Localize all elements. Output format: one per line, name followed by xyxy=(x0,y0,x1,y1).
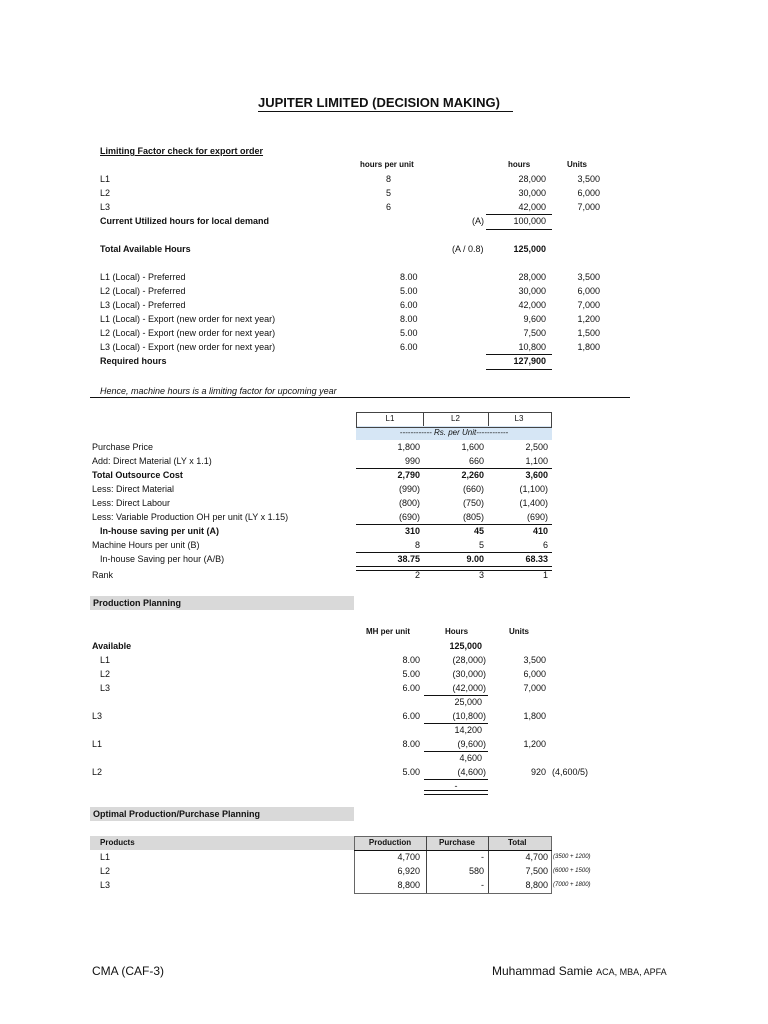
divider xyxy=(356,552,552,553)
col-hours-per-unit: hours per unit xyxy=(360,160,414,169)
balance-hours: 4,600 xyxy=(459,753,482,763)
row-label: Add: Direct Material (LY x 1.1) xyxy=(92,456,212,466)
page-title: JUPITER LIMITED (DECISION MAKING) xyxy=(258,95,513,112)
divider xyxy=(486,229,552,230)
value-l3: 68.33 xyxy=(525,554,548,564)
required-hours-label: Required hours xyxy=(100,356,167,366)
divider xyxy=(356,524,552,525)
row-mh: 5.00 xyxy=(402,767,420,777)
conclusion-note: Hence, machine hours is a limiting factor for upcoming year xyxy=(100,386,337,396)
row-hpu: 8.00 xyxy=(400,314,418,324)
purchase-value: 580 xyxy=(468,866,484,876)
value-l1: 990 xyxy=(404,456,420,466)
row-hours: 10,800 xyxy=(518,342,546,352)
balance-hours: 25,000 xyxy=(454,697,482,707)
col-units: Units xyxy=(509,627,529,636)
row-hours: (30,000) xyxy=(452,669,486,679)
value-l1: 2,790 xyxy=(397,470,420,480)
row-hours: 28,000 xyxy=(518,272,546,282)
header-total: Total xyxy=(508,838,527,847)
row-hours: (4,600) xyxy=(457,767,486,777)
row-label: L1 xyxy=(100,655,111,665)
value-l1: 2 xyxy=(414,570,420,580)
row-label: In-house Saving per hour (A/B) xyxy=(100,554,225,564)
value-l2: 660 xyxy=(468,456,484,466)
header-purchase: Purchase xyxy=(438,838,476,847)
row-hours: (42,000) xyxy=(452,683,486,693)
row-units: 1,200 xyxy=(523,739,546,749)
value-l1: (800) xyxy=(398,498,420,508)
row-units: 6,000 xyxy=(577,188,600,198)
product-label: L3 xyxy=(100,880,111,890)
product-label: L2 xyxy=(100,866,111,876)
row-units: 1,800 xyxy=(577,342,600,352)
limiting-factor-heading: Limiting Factor check for export order xyxy=(100,146,264,156)
total-value: 4,700 xyxy=(525,852,548,862)
row-units: 920 xyxy=(530,767,546,777)
optimal-planning-heading: Optimal Production/Purchase Planning xyxy=(93,809,261,819)
row-mh: 8.00 xyxy=(402,655,420,665)
value-l3: 6 xyxy=(542,540,548,550)
row-units: 1,500 xyxy=(577,328,600,338)
balance-hours: - xyxy=(454,781,458,791)
row-hours: 42,000 xyxy=(518,202,546,212)
total-note: (7000 + 1800) xyxy=(553,882,591,888)
value-l1: 1,800 xyxy=(397,442,420,452)
header-l3: L3 xyxy=(514,414,524,423)
divider xyxy=(486,354,552,355)
production-planning-heading: Production Planning xyxy=(93,598,181,608)
row-hours: 28,000 xyxy=(518,174,546,184)
available-value: 125,000 xyxy=(513,244,546,254)
row-units: 1,800 xyxy=(523,711,546,721)
value-l2: 5 xyxy=(478,540,484,550)
header-l1: L1 xyxy=(385,414,395,423)
value-l1: 8 xyxy=(414,540,420,550)
row-label: L1 xyxy=(100,174,111,184)
value-l2: (805) xyxy=(462,512,484,522)
row-label: L3 xyxy=(100,202,111,212)
value-l3: 3,600 xyxy=(525,470,548,480)
current-utilized-label: Current Utilized hours for local demand xyxy=(100,216,270,226)
footer-author xyxy=(492,964,667,978)
divider xyxy=(486,214,552,215)
production-value: 8,800 xyxy=(397,880,420,890)
total-note: (3500 + 1200) xyxy=(553,854,591,860)
row-units: 3,500 xyxy=(577,174,600,184)
total-note: (6000 + 1500) xyxy=(553,868,591,874)
value-l2: 9.00 xyxy=(466,554,484,564)
value-l3: 2,500 xyxy=(525,442,548,452)
row-mh: 6.00 xyxy=(402,683,420,693)
row-units: 7,000 xyxy=(523,683,546,693)
row-units: 7,000 xyxy=(577,300,600,310)
row-label: Purchase Price xyxy=(92,442,154,452)
production-value: 4,700 xyxy=(397,852,420,862)
row-label: Machine Hours per unit (B) xyxy=(92,540,200,550)
rs-per-unit-label: ------------ Rs. per Unit------------ xyxy=(399,428,509,437)
value-l3: (690) xyxy=(526,512,548,522)
value-l2: (750) xyxy=(462,498,484,508)
available-tag: (A / 0.8) xyxy=(452,244,484,254)
value-l3: 1 xyxy=(542,570,548,580)
balance-hours: 14,200 xyxy=(454,725,482,735)
row-label: Less: Direct Material xyxy=(92,484,175,494)
row-label: L2 xyxy=(92,767,103,777)
header-products: Products xyxy=(100,838,135,847)
row-label: Less: Direct Labour xyxy=(92,498,171,508)
row-mh: 5.00 xyxy=(402,669,420,679)
value-l1: 38.75 xyxy=(397,554,420,564)
current-tag: (A) xyxy=(472,216,484,226)
row-hpu: 6.00 xyxy=(400,300,418,310)
divider xyxy=(486,369,552,370)
divider xyxy=(424,723,488,724)
row-label: L3 (Local) - Export (new order for next year) xyxy=(100,342,276,352)
author-qualifications: ACA, MBA, APFA xyxy=(596,967,667,977)
row-hpu: 6 xyxy=(386,202,392,212)
total-value: 7,500 xyxy=(525,866,548,876)
row-label: L1 (Local) - Preferred xyxy=(100,272,186,282)
row-hours: 30,000 xyxy=(518,286,546,296)
value-l2: 2,260 xyxy=(461,470,484,480)
row-hours: 30,000 xyxy=(518,188,546,198)
value-l1: (690) xyxy=(398,512,420,522)
row-label: L3 xyxy=(100,683,111,693)
row-hours: 42,000 xyxy=(518,300,546,310)
row-hpu: 5.00 xyxy=(400,286,418,296)
value-l2: 1,600 xyxy=(461,442,484,452)
row-hpu: 8.00 xyxy=(400,272,418,282)
row-units: 3,500 xyxy=(577,272,600,282)
units-note: (4,600/5) xyxy=(552,767,589,777)
row-units: 6,000 xyxy=(577,286,600,296)
row-hours: 9,600 xyxy=(523,314,546,324)
author-name: Muhammad Samie xyxy=(492,964,593,978)
row-units: 6,000 xyxy=(523,669,546,679)
row-units: 1,200 xyxy=(577,314,600,324)
value-l3: (1,400) xyxy=(519,498,548,508)
row-label: L3 xyxy=(92,711,103,721)
row-units: 7,000 xyxy=(577,202,600,212)
double-divider xyxy=(424,790,488,795)
available-label: Available xyxy=(92,641,132,651)
row-label: L1 xyxy=(92,739,103,749)
divider xyxy=(356,468,552,469)
row-hpu: 5 xyxy=(386,188,392,198)
value-l3: 410 xyxy=(532,526,548,536)
col-hours: Hours xyxy=(445,627,469,636)
row-hpu: 5.00 xyxy=(400,328,418,338)
divider xyxy=(354,850,552,851)
total-available-label: Total Available Hours xyxy=(100,244,191,254)
purchase-value: - xyxy=(481,880,484,890)
row-label: Less: Variable Production OH per unit (LY x 1.15) xyxy=(92,512,289,522)
row-label: L2 (Local) - Preferred xyxy=(100,286,186,296)
col-mh-per-unit: MH per unit xyxy=(366,627,410,636)
required-hours-value: 127,900 xyxy=(513,356,546,366)
row-hours: (9,600) xyxy=(457,739,486,749)
row-units: 3,500 xyxy=(523,655,546,665)
row-hours: 7,500 xyxy=(523,328,546,338)
col-units: Units xyxy=(567,160,587,169)
row-label: Total Outsource Cost xyxy=(92,470,183,480)
row-hours: (10,800) xyxy=(452,711,486,721)
row-label: L3 (Local) - Preferred xyxy=(100,300,186,310)
row-label: Rank xyxy=(92,570,114,580)
total-value: 8,800 xyxy=(525,880,548,890)
row-label: In-house saving per unit (A) xyxy=(100,526,220,536)
value-l2: 3 xyxy=(478,570,484,580)
row-hpu: 8 xyxy=(386,174,392,184)
value-l2: (660) xyxy=(462,484,484,494)
divider xyxy=(424,695,488,696)
row-label: L2 (Local) - Export (new order for next year) xyxy=(100,328,276,338)
footer-course: CMA (CAF-3) xyxy=(92,964,164,978)
header-l2: L2 xyxy=(451,414,460,423)
header-production: Production xyxy=(368,838,412,847)
value-l1: (990) xyxy=(398,484,420,494)
current-value: 100,000 xyxy=(513,216,546,226)
value-l3: (1,100) xyxy=(519,484,548,494)
value-l3: 1,100 xyxy=(525,456,548,466)
section-rule xyxy=(90,397,630,398)
row-hours: (28,000) xyxy=(452,655,486,665)
row-label: L2 xyxy=(100,188,111,198)
row-mh: 8.00 xyxy=(402,739,420,749)
row-mh: 6.00 xyxy=(402,711,420,721)
row-label: L1 (Local) - Export (new order for next year) xyxy=(100,314,276,324)
value-l2: 45 xyxy=(473,526,484,536)
purchase-value: - xyxy=(481,852,484,862)
divider xyxy=(424,751,488,752)
value-l1: 310 xyxy=(404,526,420,536)
col-hours: hours xyxy=(508,160,531,169)
divider xyxy=(424,779,488,780)
production-value: 6,920 xyxy=(397,866,420,876)
row-hpu: 6.00 xyxy=(400,342,418,352)
product-label: L1 xyxy=(100,852,111,862)
row-label: L2 xyxy=(100,669,111,679)
available-hours: 125,000 xyxy=(449,641,482,651)
